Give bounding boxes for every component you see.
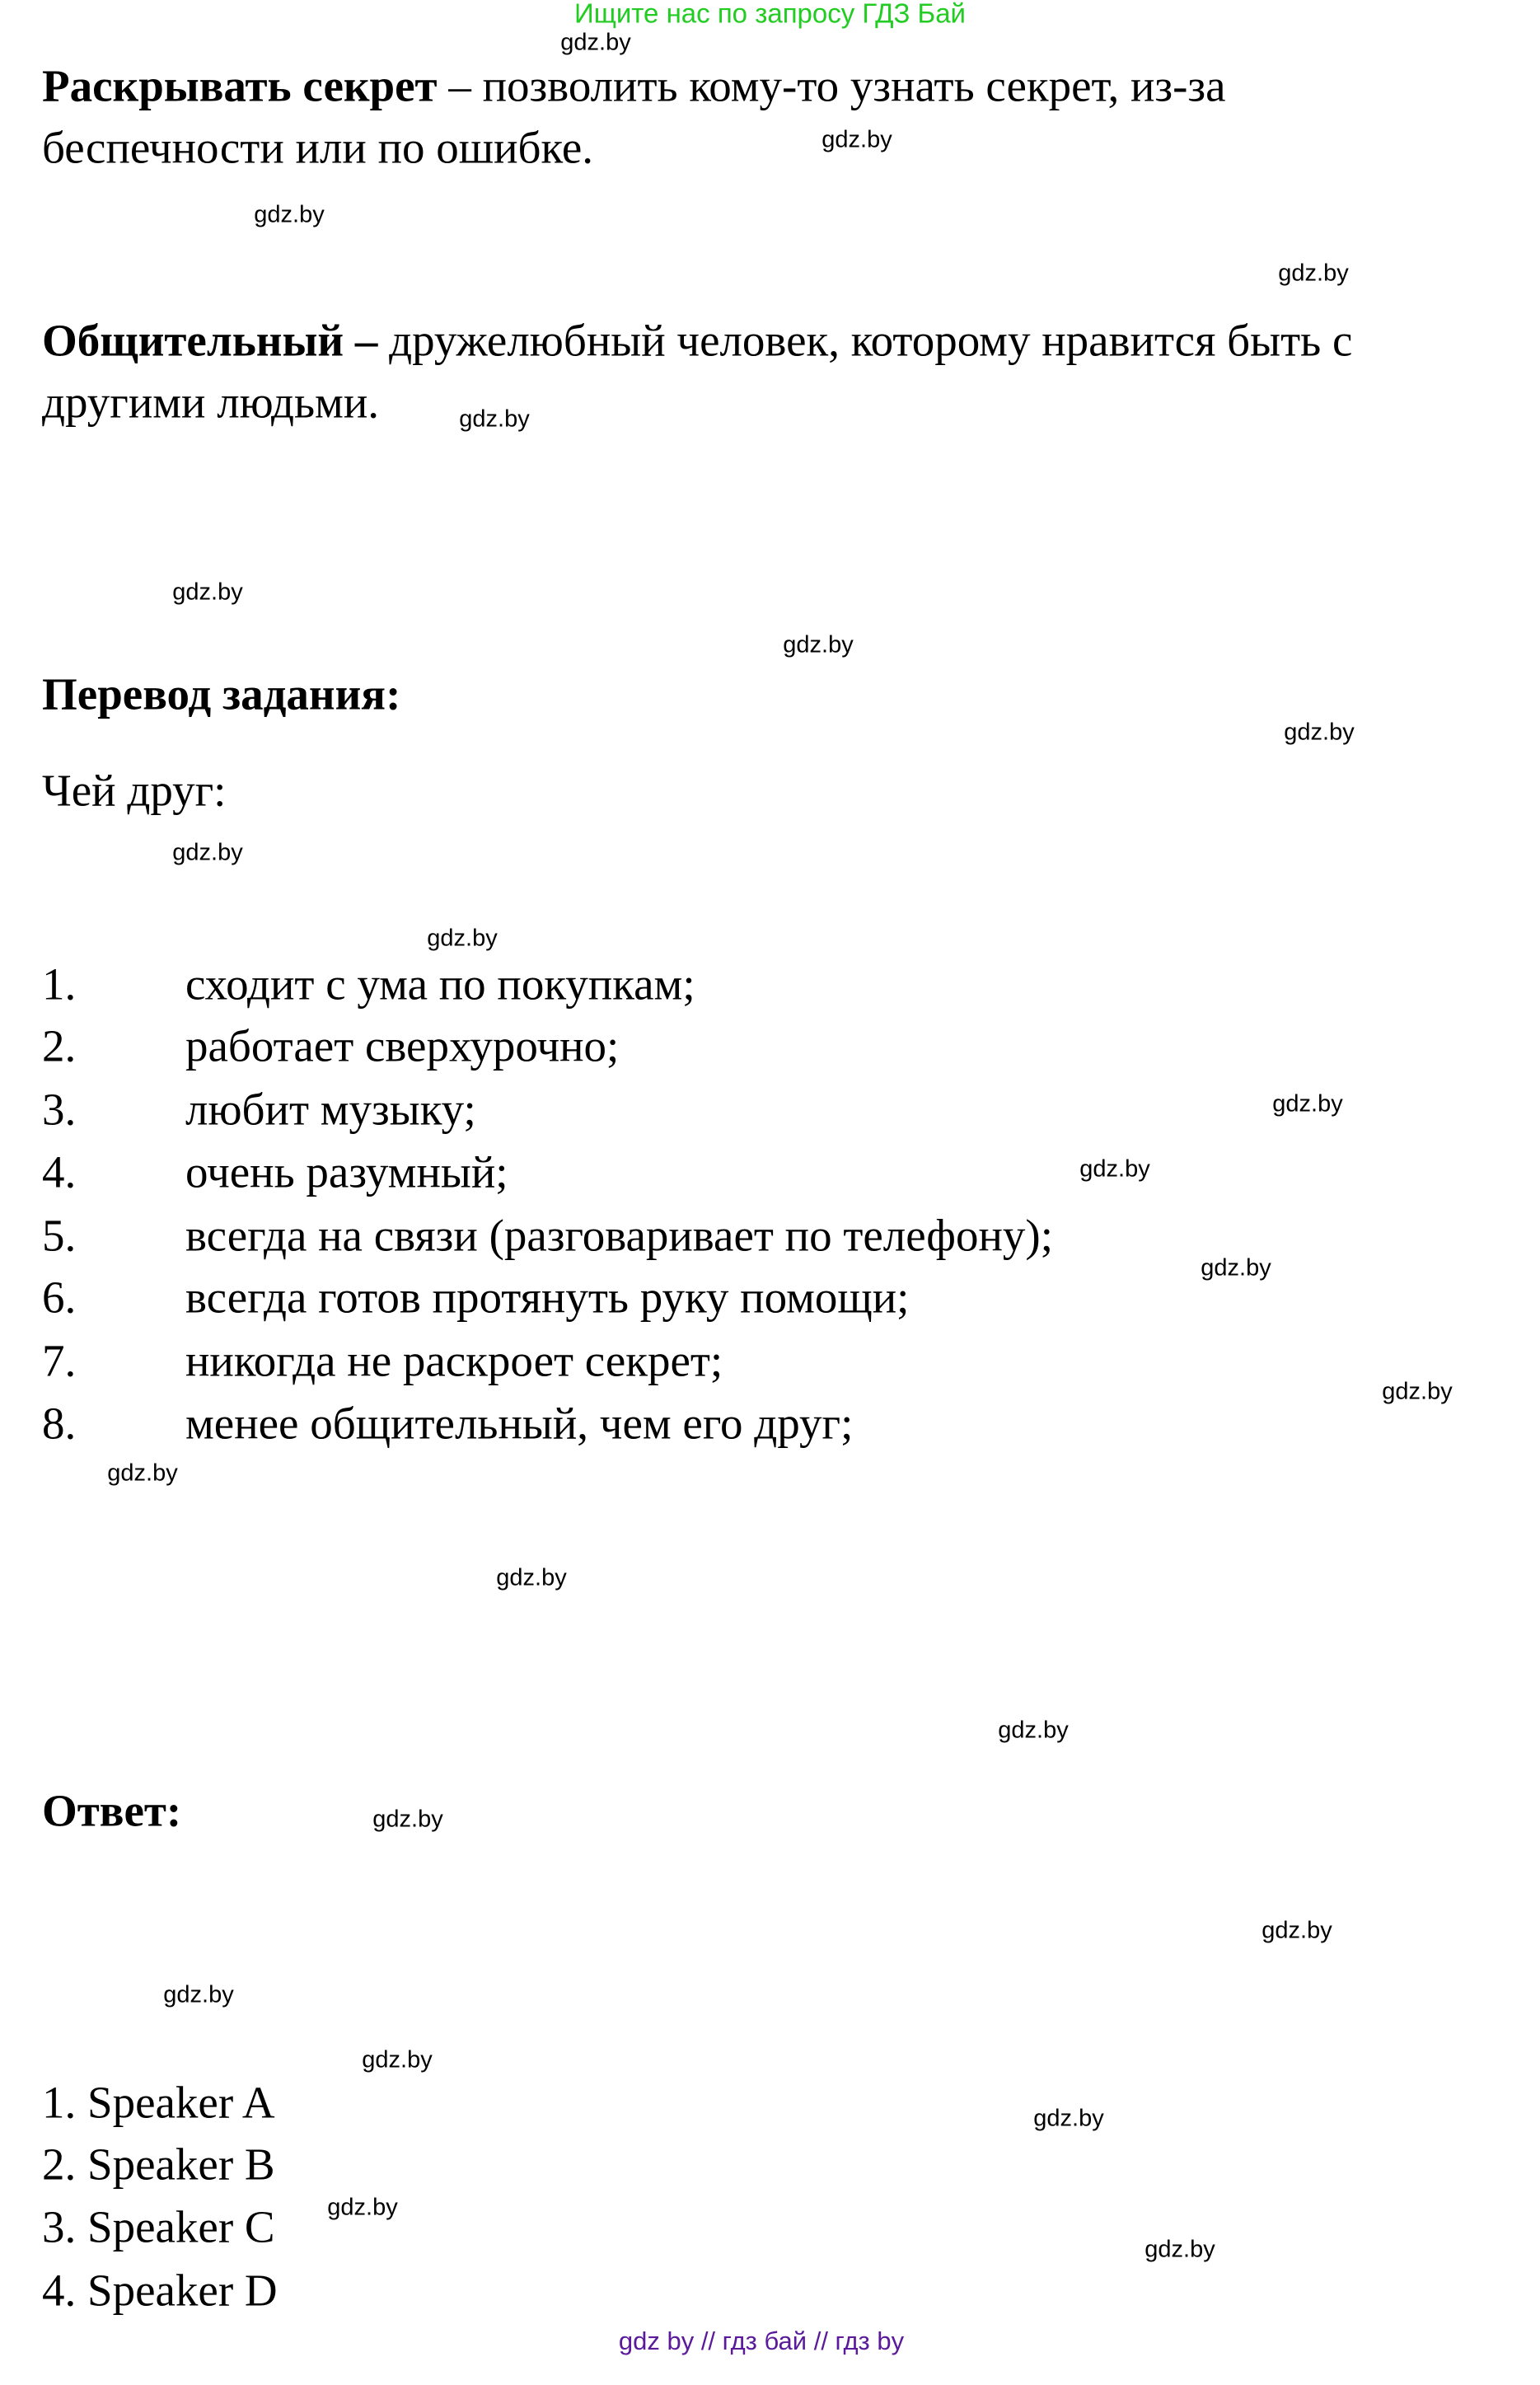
watermark: gdz.by [362,2046,433,2073]
watermark: gdz.by [783,631,854,658]
watermark: gdz.by [1079,1155,1150,1183]
watermark: gdz.by [1272,1090,1343,1118]
translation-heading: Перевод задания: [42,668,401,719]
definition-text: дружелюбный человек, которому нравится быть с [389,315,1353,366]
definition-1-line-2: беспечности или по ошибке. [42,122,594,173]
watermark: gdz.by [560,29,631,56]
answer-item: 1. Speaker A [42,2077,275,2128]
list-number: 4. [42,1146,77,1197]
footer-banner[interactable]: gdz by // гдз бай // гдз by [618,2326,905,2355]
watermark: gdz.by [1033,2105,1104,2132]
list-number: 7. [42,1335,77,1386]
answer-heading: Ответ: [42,1785,182,1836]
watermark: gdz.by [327,2194,398,2221]
list-number: 8. [42,1398,77,1449]
list-item: работает сверхурочно; [185,1020,620,1071]
watermark: gdz.by [1284,719,1355,746]
watermark: gdz.by [427,925,498,952]
watermark: gdz.by [998,1717,1069,1744]
watermark: gdz.by [163,1981,234,2008]
answer-item: 2. Speaker B [42,2139,275,2190]
watermark: gdz.by [459,405,530,433]
definition-2-line-2: другими людьми. [42,377,380,428]
list-number: 2. [42,1020,77,1071]
watermark: gdz.by [172,579,243,606]
definition-text: позволить кому-то узнать секрет, из-за [482,60,1226,111]
separator: – [437,60,483,111]
answer-item: 4. Speaker D [42,2265,278,2316]
watermark: gdz.by [1261,1917,1332,1944]
prompt: Чей друг: [42,765,227,816]
definition-term: Раскрывать секрет [42,60,438,111]
watermark: gdz.by [496,1564,567,1591]
watermark: gdz.by [372,1806,443,1833]
list-number: 5. [42,1210,77,1261]
list-number: 6. [42,1272,77,1323]
watermark: gdz.by [172,839,243,866]
list-number: 1. [42,958,77,1010]
watermark: gdz.by [107,1460,178,1487]
list-item: менее общительный, чем его друг; [185,1398,854,1449]
list-item: никогда не раскроет секрет; [185,1335,723,1386]
answer-item: 3. Speaker C [42,2201,275,2252]
watermark: gdz.by [1201,1254,1271,1282]
list-number: 3. [42,1084,77,1135]
list-item: всегда готов протянуть руку помощи; [185,1272,910,1323]
list-item: всегда на связи (разговаривает по телефону); [185,1210,1053,1261]
watermark: gdz.by [1278,260,1349,287]
definition-2-line-1 [42,315,1353,366]
header-banner[interactable]: Ищите нас по запросу ГДЗ Бай [574,0,966,29]
separator [377,316,389,366]
list-item: сходит с ума по покупкам; [185,958,695,1010]
definition-term: Общительный – [42,315,378,366]
list-item: очень разумный; [185,1146,508,1197]
watermark: gdz.by [254,201,325,228]
watermark: gdz.by [821,126,892,153]
definition-1-line-1 [42,60,1226,111]
watermark: gdz.by [1382,1378,1453,1405]
watermark: gdz.by [1144,2236,1215,2263]
list-item: любит музыку; [185,1084,476,1135]
